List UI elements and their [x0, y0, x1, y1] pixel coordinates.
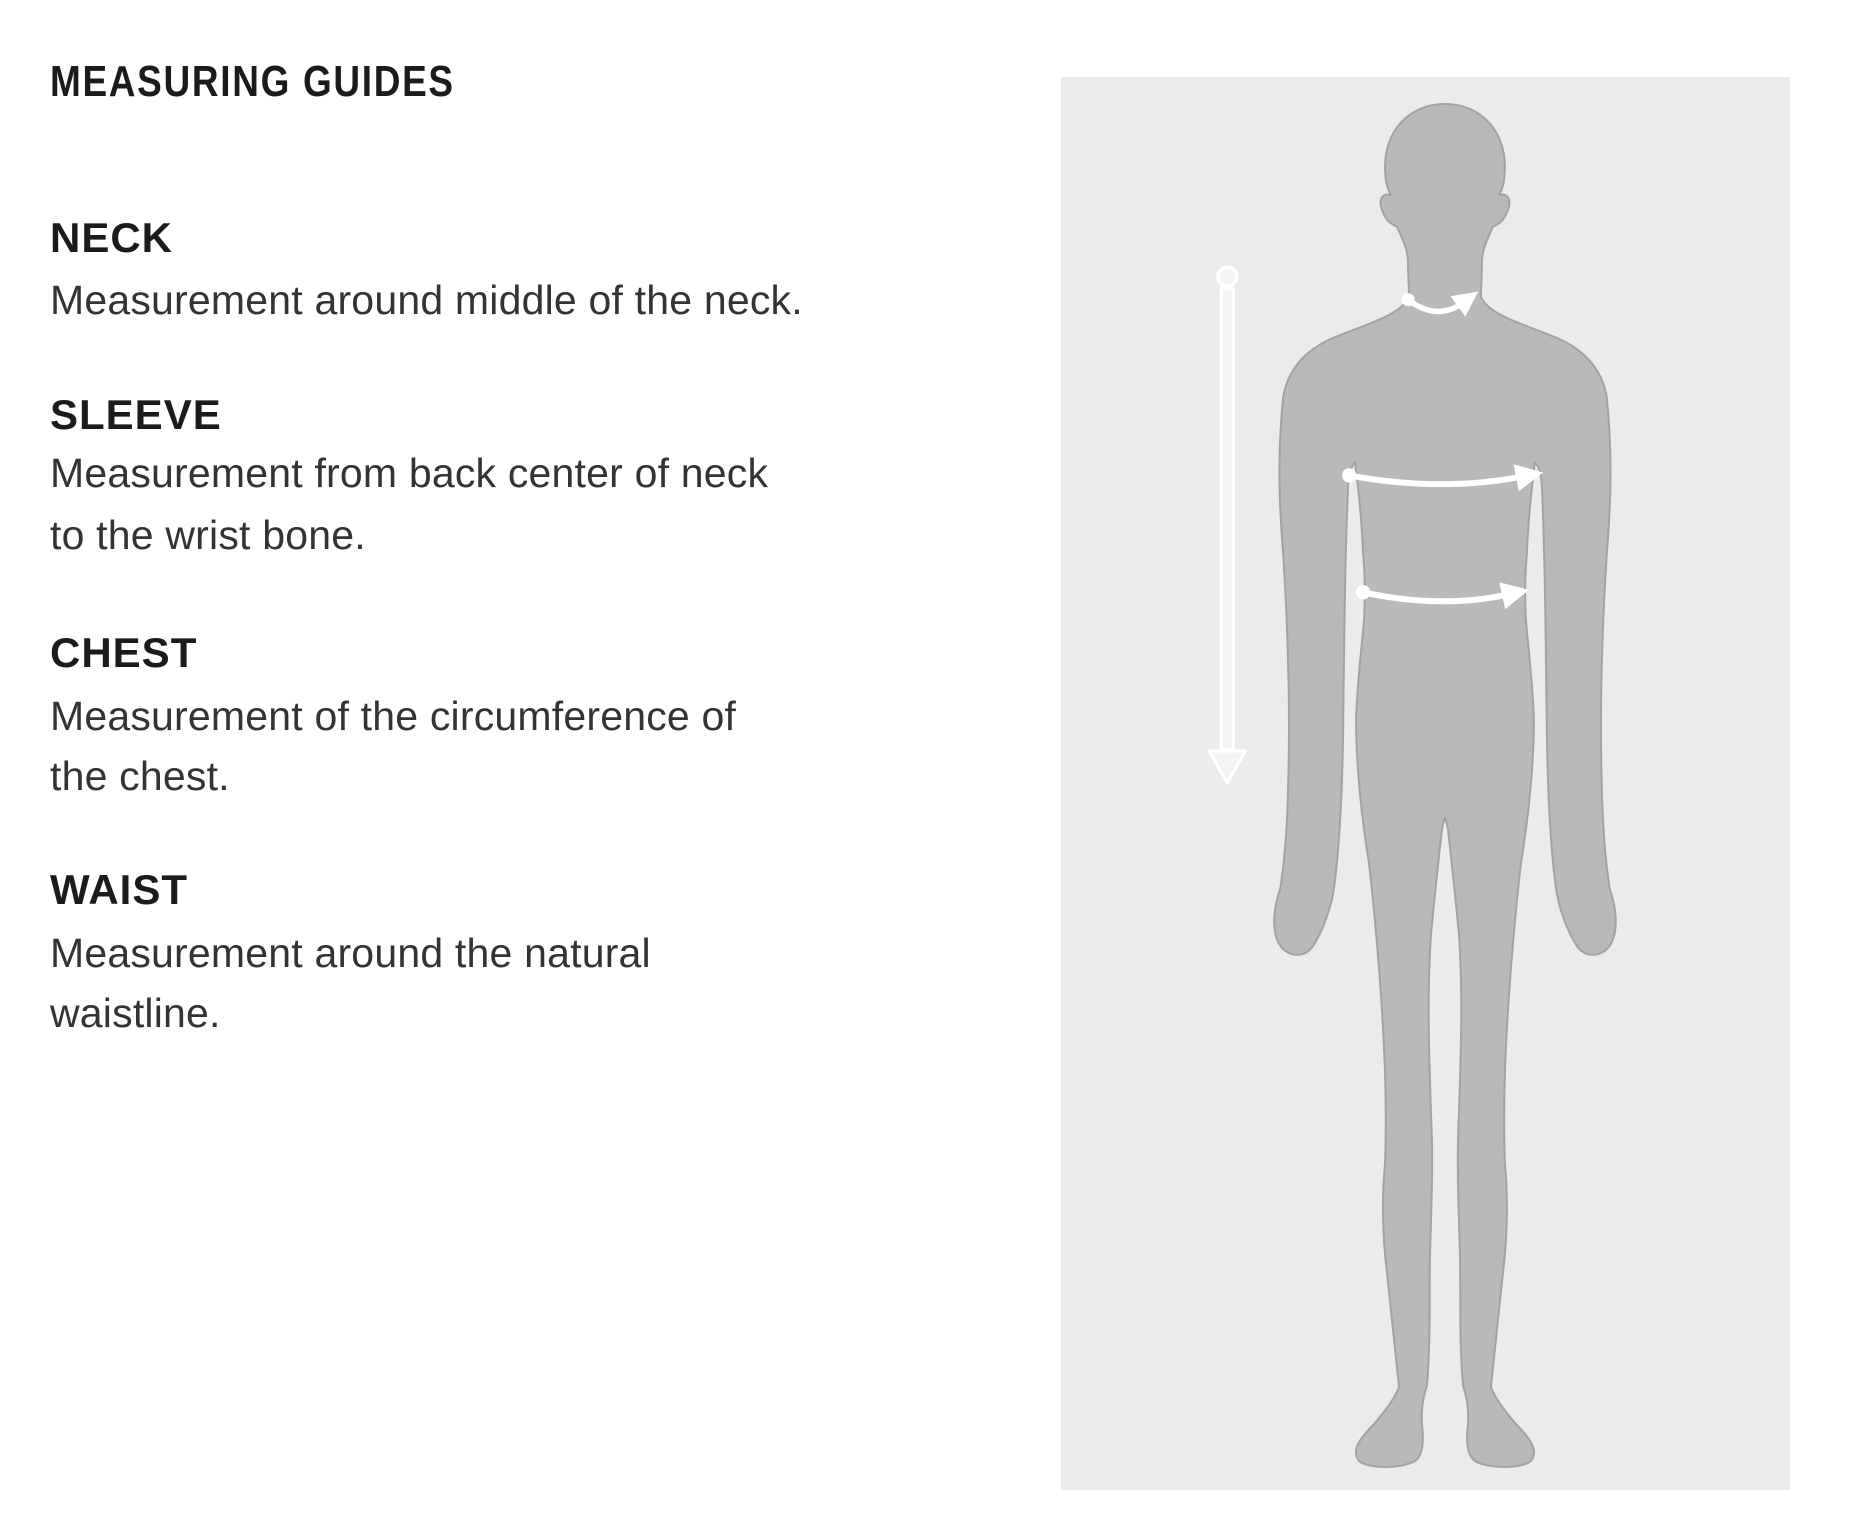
- section-text-waist-line1: Measurement around the natural: [50, 930, 651, 976]
- section-text-chest-line1: Measurement of the circumference of: [50, 693, 737, 739]
- section-label-sleeve: SLEEVE: [50, 391, 222, 438]
- section-text-sleeve-line2: to the wrist bone.: [50, 512, 366, 558]
- section-label-chest: CHEST: [50, 629, 198, 676]
- body-measurement-diagram: [1061, 77, 1790, 1490]
- body-silhouette-figure: [1061, 77, 1790, 1490]
- section-label-waist: WAIST: [50, 866, 188, 913]
- section-label-neck: NECK: [50, 214, 174, 261]
- page-title: MEASURING GUIDES: [50, 57, 455, 106]
- section-text-sleeve-line1: Measurement from back center of neck: [50, 450, 769, 496]
- section-text-chest-line2: the chest.: [50, 753, 230, 799]
- section-text-waist-line2: waistline.: [50, 990, 221, 1036]
- sleeve-length-arrow-icon: [1209, 267, 1245, 783]
- section-text-neck: Measurement around middle of the neck.: [50, 277, 803, 323]
